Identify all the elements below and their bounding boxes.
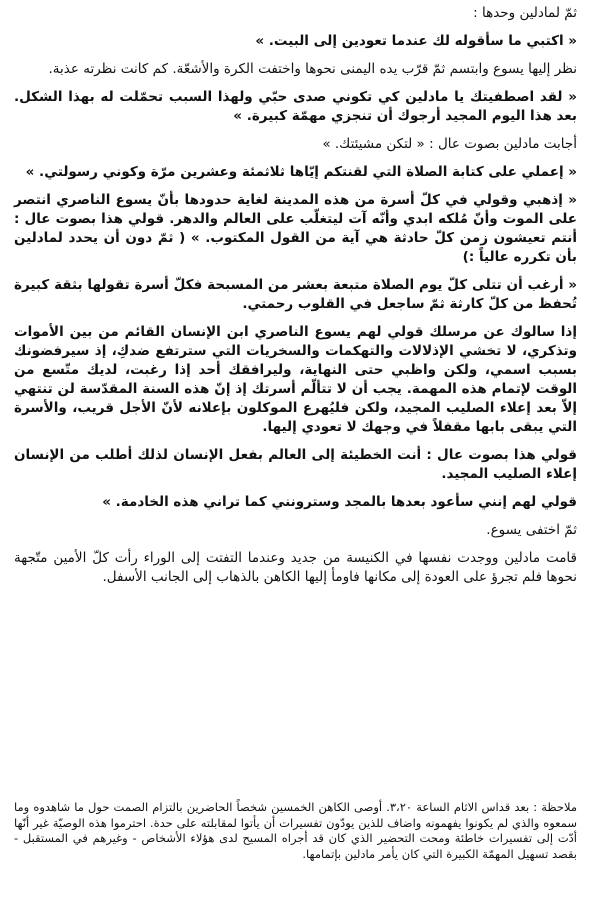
paragraph-quote-sender: إذا سالوك عن مرسلك قولي لهم يسوع الناصري ابن الإنسان القائم من بين الأموات وتذكري، لا تخشي الإذلالات والتهكمات والسخريات التي سترتفع ضدكِ، إذ سيرفضونك بسبب اسمي، ولكن واظبي حتى النهاية، وليرافقك أحد إذا رغبت، لديك متّسع من الوقت لإتمام هذه المهمة. يجب أن لا تتألّم أسرتك إذ إنّ هذه السنة المقدّسة لن تنتهي إلاّ بعد إعلاء الصليب المجيد، ولكن فليُهرع الموكلون بإعلانه لأنّ الأجل قريب، والأسرة التي يبقى بابها مقفلاً في وجهك لا تعودي إليها. xyxy=(14,324,577,435)
paragraph-narration-gaze: نظر إليها يسوع وابتسم ثمّ قرّب يده اليمنى نحوها واختفت الكرة والأشعّة. كم كانت نظرته عذبة. xyxy=(48,61,577,77)
paragraph-quote-prayer: « إعملي على كتابة الصلاة التي لقنتكم إيّاها ثلاثمئة وعشرين مرّة وكوني رسولتي. » xyxy=(25,164,577,180)
paragraph-quote-go: « إذهبي وقولي في كلّ أسرة من هذه المدينة لغاية حدودها بأنّ يسوع الناصري انتصر على الموت وأنّ مُلكه ابدي وأنّه آت ليتغلّب على العالم والدهر. قولي هذا بصوت عال : أنتم تعيشون زمن كلّ حادثة هي آية من القول المكتوب. » ( ثمّ دون أن يحدد لمادلين بأن تكرره عالياً :) xyxy=(14,192,577,265)
footnote: ملاحظة : بعد قداس الاثام الساعة ٣،٢٠. أوصى الكاهن الخمسين شخصاً الحاضرين بالتزام الصمت حول ما شاهدوه وما سمعوه والذي لم يكونوا يفهمونه واضاف للذين يودّون تفسيرات أن يأتوا لمقابلته على حدة. احترموا هذه الوصيّة غير أنّها أدّت إلى تفسيرات خاطئة ومحت التحضير الذي كان قد أجراه المسيح لدى هؤلاء الأشخاص - وغيرهم في المستقبل - بقصد تسهيل المهمّة الكبيرة التي كان يأمر مادلين بإتمامها. xyxy=(14,800,577,861)
document-body xyxy=(14,4,577,596)
paragraph-disappeared: ثمّ اختفى يسوع. xyxy=(486,522,577,538)
paragraph-quote-chosen: « لقد اصطفيتك يا مادلين كي تكوني صدى حبّي ولهذا السبب تحمّلت له بهذا الشكل. بعد هذا اليوم المجيد أرجوك أن تنجزي مهمّة كبيرة. » xyxy=(14,89,577,124)
paragraph-answer: أجابت مادلين بصوت عال : « لتكن مشيئتك. » xyxy=(322,136,577,152)
paragraph-quote-sin: قولي هذا بصوت عال : أنت الخطيئة إلى العالم بفعل الإنسان لذلك أطلب من الإنسان إعلاء الصليب المجيد. xyxy=(14,447,577,482)
paragraph-quote-rosary: « أرغب أن تتلى كلّ يوم الصلاة متبعة بعشر من المسبحة فكلّ أسرة تقولها بثقة كبيرة تُحفظ من كلّ كارثة ثمّ ساجعل في القلوب رحمتي. xyxy=(14,277,577,312)
paragraph-intro: ثمّ لمادلين وحدها : xyxy=(473,5,577,21)
paragraph-quote-return: قولي لهم إنني سأعود بعدها بالمجد وسترونني كما تراني هذه الخادمة. » xyxy=(102,494,577,510)
paragraph-church: قامت مادلين ووجدت نفسها في الكنيسة من جديد وعندما التفتت إلى الوراء رأت كلّ الأمين متّجهة نحوها فلم تجرؤ على العودة إلى مكانها فاومأ إليها الكاهن بالذهاب إلى الجانب الأسفل. xyxy=(14,550,577,585)
paragraph-quote-write: « اكتبي ما سأقوله لك عندما تعودين إلى البيت. » xyxy=(255,33,577,49)
